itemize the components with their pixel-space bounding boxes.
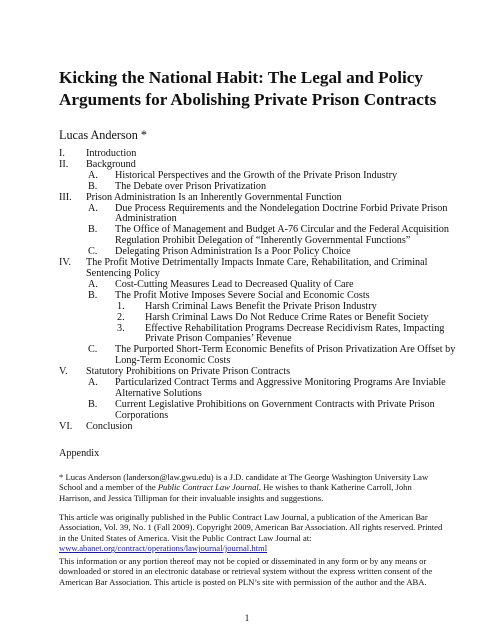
toc-entry-number: I. — [59, 148, 65, 159]
toc-entry — [59, 400, 459, 422]
footnote-text-after: . He wishes to thank Katherine Carroll, John Harrison, and Jessica Tillipman for their invaluable insights and suggestions. — [59, 482, 412, 503]
toc-entry-number: 3. — [117, 322, 125, 334]
toc-entry-title: Cost-Cutting Measures Lead to Decreased Quality of Care — [115, 278, 354, 290]
toc-entry-number: B. — [88, 180, 98, 192]
title-line-1: Kicking the National Habit: The Legal and Policy — [59, 68, 423, 87]
journal-link[interactable]: www.abanet.org/contract/operations/lawjournal/journal.html — [59, 543, 268, 554]
toc-entry-number: III. — [59, 191, 72, 203]
toc-entry — [59, 204, 459, 226]
toc-entry-number: C. — [88, 344, 98, 356]
toc-entry-title: The Debate over Prison Privatization — [115, 180, 267, 192]
toc-entry-title: The Profit Motive Imposes Severe Social and Economic Costs — [115, 289, 370, 301]
author-footnote — [59, 472, 443, 503]
toc-entry-title: Due Process Requirements and the Nondelegation Doctrine Forbid Private Prison Administration — [115, 202, 448, 225]
toc-entry-number: 2. — [117, 311, 125, 323]
copyright-notice: This information or any portion thereof may not be copied or disseminated in any form or by any means or downloaded or stored in an electronic database or retrieval system without the express written consent of the American Bar Association. This article is posted on PLN’s site with permission of the author and the ABA. — [59, 556, 433, 587]
table-of-contents — [59, 149, 459, 433]
toc-entry-title: Harsh Criminal Laws Benefit the Private Prison Industry — [145, 300, 377, 312]
toc-entry-title: Harsh Criminal Laws Do Not Reduce Crime Rates or Benefit Society — [145, 311, 429, 323]
page-number: 1 — [244, 614, 250, 624]
toc-entry-title: Current Legislative Prohibitions on Government Contracts with Private Prison Corporations — [115, 398, 435, 421]
toc-entry-title: Effective Rehabilitation Programs Decrease Recidivism Rates, Impacting Private Prison Companies’ Revenue — [145, 322, 445, 345]
toc-entry-title: Prison Administration Is an Inherently Governmental Function — [86, 191, 342, 203]
toc-entry — [59, 225, 459, 247]
toc-entry-title: The Office of Management and Budget A-76 Circular and the Federal Acquisition Regulation Prohibit Delegation of “Inherently Governmental Functions” — [115, 224, 449, 247]
toc-entry-title: Background — [86, 158, 136, 170]
toc-entry-number: VI. — [59, 420, 73, 432]
toc-entry — [59, 302, 459, 313]
publication-notice — [59, 512, 443, 554]
toc-entry-number: B. — [88, 224, 98, 236]
toc-entry — [59, 422, 459, 433]
toc-entry-number: A. — [88, 278, 98, 290]
toc-entry-number: 1. — [117, 300, 125, 312]
toc-entry — [59, 193, 459, 204]
toc-entry — [59, 258, 459, 280]
appendix-heading: Appendix — [59, 448, 100, 459]
toc-entry — [59, 324, 459, 346]
title-line-2: Arguments for Abolishing Private Prison Contracts — [59, 90, 437, 109]
journal-name: Public Contract Law Journal — [157, 482, 259, 493]
toc-entry-title: Historical Perspectives and the Growth of the Private Prison Industry — [115, 169, 398, 181]
toc-entry-title: Particularized Contract Terms and Aggressive Monitoring Programs Are Inviable Alternative Solutions — [115, 377, 446, 399]
author-byline: Lucas Anderson * — [59, 128, 148, 142]
toc-entry — [59, 313, 459, 324]
toc-entry-number: A. — [88, 377, 98, 389]
toc-entry-number: V. — [59, 366, 68, 378]
toc-entry-title: The Profit Motive Detrimentally Impacts Inmate Care, Rehabilitation, and Criminal Sentencing Policy — [86, 257, 428, 279]
toc-entry-number: C. — [88, 246, 98, 258]
toc-entry-title: Statutory Prohibitions on Private Prison Contracts — [86, 366, 291, 378]
toc-entry-title: Delegating Prison Administration Is a Poor Policy Choice — [115, 246, 351, 258]
toc-entry-number: A. — [88, 202, 98, 214]
toc-entry — [59, 345, 459, 367]
article-title — [59, 67, 459, 111]
toc-entry-number: IV. — [59, 257, 71, 269]
toc-entry — [59, 378, 459, 400]
toc-entry-title: The Purported Short-Term Economic Benefits of Prison Privatization Are Offset by Long-Term Economic Costs — [115, 344, 456, 367]
publication-notice-text: This article was originally published in the Public Contract Law Journal, a publication of the American Bar Association, Vol. 39, No. 1 (Fall 2009). Copyright 2009, American Bar Association. All rights reserved. Printed in the United States of America. Visit the Public Contract Law Journal at: — [59, 512, 443, 543]
toc-entry-number: II. — [59, 158, 69, 170]
toc-entry — [59, 182, 459, 193]
toc-entry-title: Introduction — [86, 148, 137, 159]
toc-entry-number: B. — [88, 398, 98, 410]
toc-entry-number: B. — [88, 289, 98, 301]
toc-entry-title: Conclusion — [86, 420, 133, 432]
footnote-text-before: * Lucas Anderson (landerson@law.gwu.edu) is a J.D. candidate at The George Washington University Law School and a member of the — [59, 472, 429, 493]
toc-entry-number: A. — [88, 169, 98, 181]
